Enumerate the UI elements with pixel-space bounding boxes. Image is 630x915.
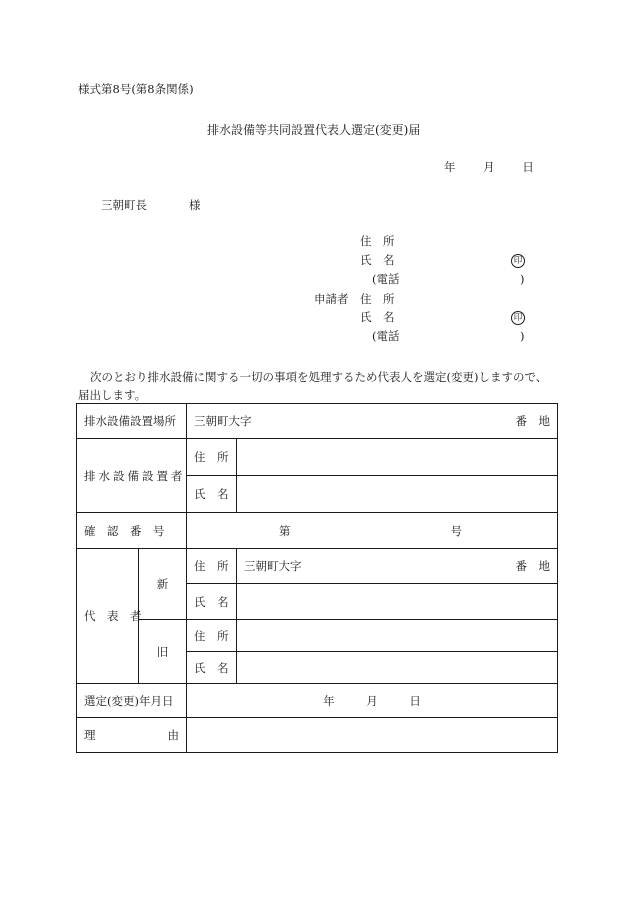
rep-new-label: 新 bbox=[156, 577, 169, 591]
rep-new-name-label-cell bbox=[187, 584, 237, 620]
confirm-label: 確 認 番 号 bbox=[84, 523, 165, 538]
location-value-cell[interactable] bbox=[187, 404, 558, 439]
rep-new-address-row bbox=[77, 549, 558, 584]
location-row bbox=[77, 404, 558, 439]
rep-old-address-label: 住 所 bbox=[194, 628, 229, 643]
rep-old-label: 旧 bbox=[156, 644, 169, 659]
selection-date-day: 日 bbox=[409, 693, 421, 708]
applicant-address-label-1: 住 所 bbox=[360, 234, 395, 248]
installer-address-label-cell bbox=[187, 439, 237, 476]
installer-address-row bbox=[77, 439, 558, 476]
location-value: 三朝町大字 bbox=[194, 414, 252, 428]
installer-address-label: 住 所 bbox=[194, 450, 229, 464]
form-number: 様式第8号(第8条関係) bbox=[78, 82, 194, 96]
rep-new-banchi: 番 地 bbox=[515, 559, 550, 573]
installer-label: 排水設備設置者 bbox=[84, 468, 186, 483]
date-month: 月 bbox=[483, 160, 495, 174]
reason-label-1: 理 bbox=[84, 728, 96, 742]
reason-row bbox=[77, 718, 558, 753]
rep-old-name-label: 氏 名 bbox=[194, 660, 229, 675]
applicant-address-label-2: 住 所 bbox=[360, 292, 395, 306]
confirm-number-input[interactable] bbox=[187, 513, 558, 549]
location-label-cell bbox=[77, 404, 187, 439]
selection-date-month: 月 bbox=[366, 693, 378, 708]
honorific: 様 bbox=[189, 198, 201, 212]
confirm-dai: 第 bbox=[279, 523, 291, 538]
document-title: 排水設備等共同設置代表人選定(変更)届 bbox=[207, 123, 421, 137]
applicant-tel-close-1: ) bbox=[520, 272, 525, 286]
location-banchi: 番 地 bbox=[515, 414, 550, 428]
rep-label: 代 表 者 bbox=[84, 609, 142, 623]
applicant-name-label-1: 氏 名 bbox=[360, 253, 395, 267]
rep-new-address-input[interactable] bbox=[237, 549, 558, 584]
applicant-tel-label-1: (電話 bbox=[372, 272, 400, 286]
applicant-tel-close-2: ) bbox=[520, 329, 525, 343]
selection-date-row bbox=[77, 684, 558, 718]
selection-date-label-cell bbox=[77, 684, 187, 718]
reason-label-2: 由 bbox=[167, 728, 179, 742]
addressee-name: 三朝町長 bbox=[101, 198, 147, 212]
rep-new-address-label: 住 所 bbox=[194, 559, 229, 573]
rep-old-cell bbox=[139, 620, 187, 684]
submission-date bbox=[444, 162, 534, 174]
rep-old-address-label-cell bbox=[187, 620, 237, 652]
addressee bbox=[101, 200, 201, 212]
date-day: 日 bbox=[522, 160, 534, 174]
rep-old-name-label-cell bbox=[187, 652, 237, 684]
applicant-name-label-2: 氏 名 bbox=[360, 310, 395, 324]
rep-new-address-label-cell bbox=[187, 549, 237, 584]
applicant-label: 申請者 bbox=[314, 292, 349, 306]
rep-label-cell bbox=[77, 549, 142, 684]
confirm-go: 号 bbox=[450, 523, 462, 538]
confirm-row bbox=[77, 513, 558, 549]
rep-new-cell bbox=[139, 549, 187, 620]
seal-mark-2: 印 bbox=[511, 311, 525, 325]
selection-date-year: 年 bbox=[323, 693, 335, 708]
installer-address-input[interactable] bbox=[237, 439, 558, 476]
seal-mark-1: 印 bbox=[511, 254, 525, 268]
installer-name-label-cell bbox=[187, 476, 237, 513]
rep-old-address-input[interactable] bbox=[237, 620, 558, 652]
installer-name-input[interactable] bbox=[237, 476, 558, 513]
body-text bbox=[78, 368, 558, 404]
location-label: 排水設備設置場所 bbox=[84, 414, 176, 428]
form-table bbox=[76, 403, 558, 753]
selection-date-label: 選定(変更)年月日 bbox=[84, 693, 174, 708]
confirm-label-cell bbox=[77, 513, 187, 549]
date-year: 年 bbox=[444, 160, 456, 174]
rep-new-address-value: 三朝町大字 bbox=[244, 559, 302, 573]
body-text-content: 次のとおり排水設備に関する一切の事項を処理するため代表人を選定(変更)しますので、届出します。 bbox=[78, 370, 548, 402]
rep-old-address-row bbox=[77, 620, 558, 652]
rep-new-name-label: 氏 名 bbox=[194, 594, 229, 609]
rep-new-name-input[interactable] bbox=[237, 584, 558, 620]
reason-label-cell bbox=[77, 718, 187, 753]
installer-name-label: 氏 名 bbox=[194, 487, 229, 501]
installer-label-cell bbox=[77, 439, 187, 513]
reason-input[interactable] bbox=[187, 718, 558, 753]
selection-date-input[interactable] bbox=[187, 684, 558, 718]
applicant-tel-label-2: (電話 bbox=[372, 329, 400, 343]
rep-old-name-input[interactable] bbox=[237, 652, 558, 684]
